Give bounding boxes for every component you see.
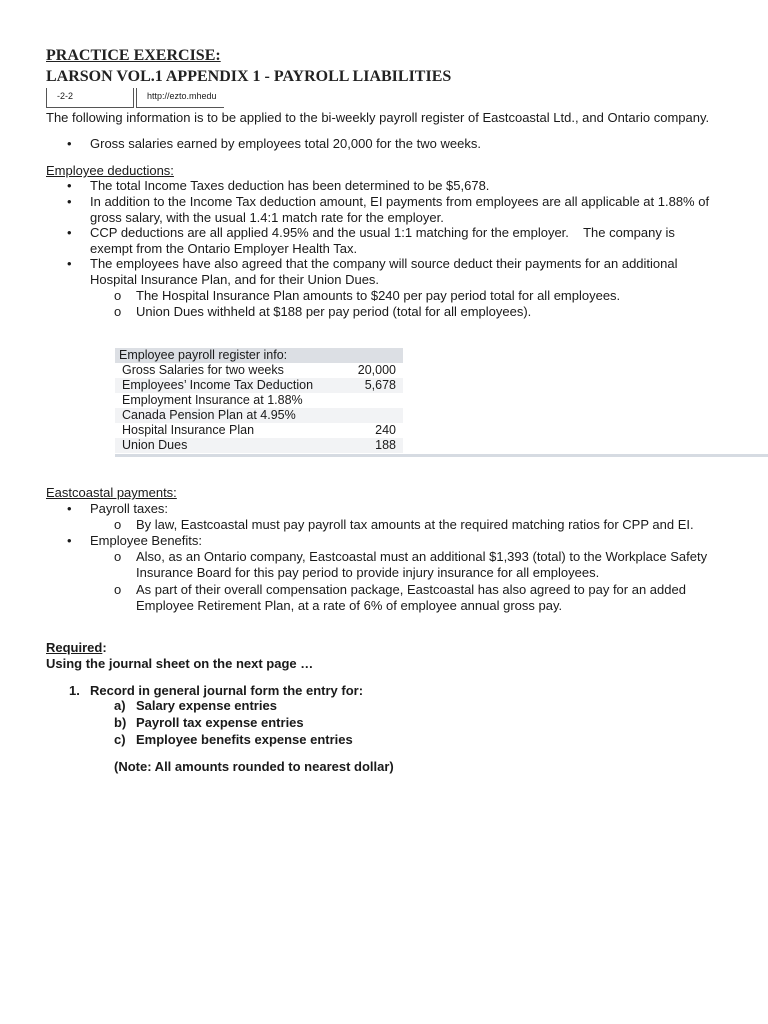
task-number: 1. <box>69 683 80 698</box>
gross-salaries-bullet: Gross salaries earned by employees total 20,000 for the two weeks. <box>90 136 481 151</box>
row-value <box>352 408 396 423</box>
table-row <box>115 408 403 423</box>
part-benefits-expense: Employee benefits expense entries <box>136 732 353 747</box>
row-value: 188 <box>375 438 396 452</box>
bullet-icon: • <box>67 194 72 209</box>
row-label: Employees’ Income Tax Deduction <box>122 378 314 392</box>
row-label: Employment Insurance at 1.88% <box>122 393 303 407</box>
bullet-icon: • <box>67 178 72 193</box>
row-label: Canada Pension Plan at 4.95% <box>122 408 296 422</box>
row-label: Hospital Insurance Plan <box>122 423 255 437</box>
required-label: Required <box>46 640 103 655</box>
required-colon: : <box>102 640 107 655</box>
deduction-item-ei <box>90 194 722 226</box>
deduction-line: Hospital Insurance Plan, and for their Union Dues. <box>90 272 380 287</box>
task-text: Record in general journal form the entry for: <box>90 683 364 698</box>
table-row <box>115 393 403 408</box>
payroll-register-header: Employee payroll register info: <box>115 348 403 363</box>
row-value: 240 <box>375 423 396 437</box>
sub-bullet-icon: o <box>114 549 122 564</box>
bullet-icon: • <box>67 136 72 151</box>
employee-deductions-heading: Employee deductions: <box>46 163 174 178</box>
benefit-line: Also, as an Ontario company, Eastcoastal must an additional $1,393 (total) to the Workplace Safety <box>136 549 708 564</box>
part-payroll-tax-expense: Payroll tax expense entries <box>136 715 304 730</box>
part-letter: a) <box>114 698 126 713</box>
sub-bullet-icon: o <box>114 304 122 319</box>
bullet-icon: • <box>67 501 72 516</box>
deduction-line: The employees have also agreed that the company will source deduct their payments for an additional <box>90 256 678 271</box>
deduction-line: CCP deductions are all applied 4.95% and the usual 1:1 matching for the employer. The company is <box>90 225 675 240</box>
deduction-item-source-deductions <box>90 256 722 288</box>
part-salary-expense: Salary expense entries <box>136 698 277 713</box>
wsib-subitem <box>136 549 768 581</box>
retirement-plan-subitem <box>136 582 768 614</box>
row-value <box>352 393 396 408</box>
required-instruction: Using the journal sheet on the next page … <box>46 656 314 671</box>
bullet-icon: • <box>67 533 72 548</box>
deduction-line: In addition to the Income Tax deduction amount, EI payments from employees are all applicable at 1.88% of <box>90 194 710 209</box>
deduction-item-cpp <box>90 225 722 257</box>
deduction-line: gross salary, with the usual 1.4:1 match rate for the employer. <box>90 210 444 225</box>
part-letter: b) <box>114 715 127 730</box>
part-letter: c) <box>114 732 126 747</box>
row-label: Gross Salaries for two weeks <box>122 363 284 377</box>
payroll-taxes-subitem: By law, Eastcoastal must pay payroll tax amounts at the required matching ratios for CPP and EI. <box>136 517 694 532</box>
row-label: Union Dues <box>122 438 188 452</box>
table-bottom-rule <box>115 454 768 457</box>
sub-bullet-icon: o <box>114 288 122 303</box>
deduction-line: exempt from the Ontario Employer Health Tax. <box>90 241 358 256</box>
deduction-line: The total Income Taxes deduction has been determined to be $5,678. <box>90 178 490 193</box>
title-practice-exercise: PRACTICE EXERCISE: <box>46 47 221 64</box>
table-row <box>115 363 403 378</box>
benefit-line: Insurance Board for this pay period to provide injury insurance for all employees. <box>136 565 600 580</box>
table-row <box>115 423 403 438</box>
rounding-note: (Note: All amounts rounded to nearest dollar) <box>114 759 394 774</box>
sub-bullet-icon: o <box>114 582 122 597</box>
table-row <box>115 438 403 453</box>
bullet-icon: • <box>67 225 72 240</box>
payroll-taxes-item: Payroll taxes: <box>90 501 169 516</box>
row-value: 5,678 <box>364 378 396 392</box>
row-value: 20,000 <box>357 363 396 377</box>
benefit-line: Employee Retirement Plan, at a rate of 6% of employee annual gross pay. <box>136 598 563 613</box>
benefit-line: As part of their overall compensation package, Eastcoastal has also agreed to pay for an added <box>136 582 686 597</box>
union-dues-subitem: Union Dues withheld at $188 per pay period (total for all employees). <box>136 304 532 319</box>
payroll-register-table <box>115 348 403 453</box>
sub-bullet-icon: o <box>114 517 122 532</box>
intro-text: The following information is to be applied to the bi-weekly payroll register of Eastcoastal Ltd., and Ontario company. <box>46 110 710 125</box>
employee-benefits-item: Employee Benefits: <box>90 533 203 548</box>
eastcoastal-payments-heading: Eastcoastal payments: <box>46 485 177 500</box>
reference-box-url[interactable]: http://ezto.mhedu <box>136 88 224 108</box>
table-row <box>115 378 403 393</box>
deduction-item-income-tax <box>90 178 722 194</box>
title-payroll-liabilities: LARSON VOL.1 APPENDIX 1 - PAYROLL LIABILITIES <box>46 68 452 85</box>
hospital-plan-subitem: The Hospital Insurance Plan amounts to $240 per pay period total for all employees. <box>136 288 621 303</box>
reference-box-page: -2-2 <box>46 88 134 108</box>
bullet-icon: • <box>67 256 72 271</box>
required-heading <box>46 640 107 656</box>
